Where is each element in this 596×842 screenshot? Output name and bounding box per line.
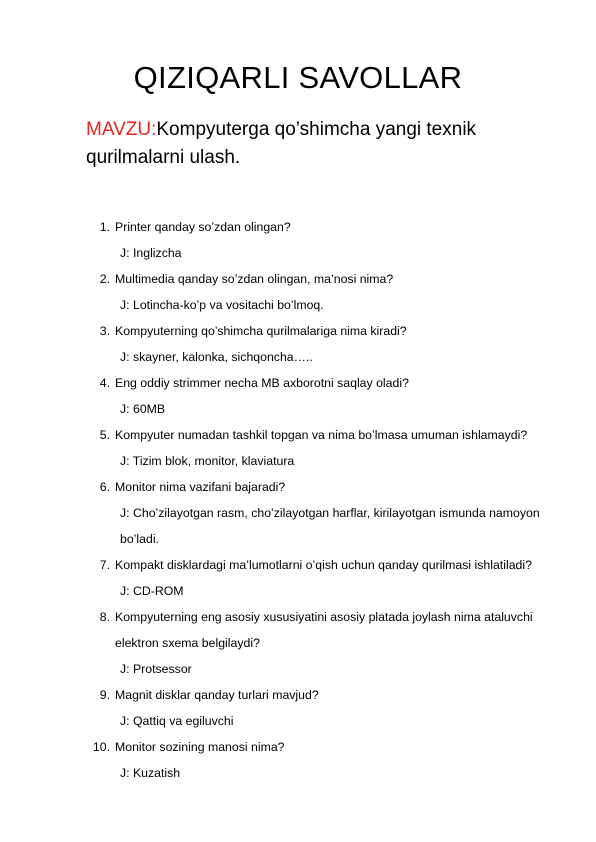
- question-text: Kompyuter numadan tashkil topgan va nima bo’lmasa umuman ishlamaydi?: [115, 428, 528, 442]
- question-row: [86, 370, 566, 396]
- topic-text: Kompyuterga qo’shimcha yangi texnik qurilmalarni ulash.: [86, 119, 477, 168]
- answer-text: J: Qattiq va egiluvchi: [120, 714, 234, 728]
- question-row: [86, 734, 566, 760]
- answer-text: J: Kuzatish: [120, 766, 181, 780]
- question-text: Multimedia qanday so’zdan olingan, ma’nosi nima?: [115, 272, 394, 286]
- question-row: [86, 422, 566, 448]
- question-number: 3.: [99, 324, 110, 338]
- question-row: [86, 266, 566, 292]
- question-row: [86, 318, 566, 344]
- question-item: [86, 682, 566, 734]
- answer-text: J: skayner, kalonka, sichqoncha…..: [120, 350, 313, 364]
- answer-text: J: Inglizcha: [120, 246, 182, 260]
- page-title: QIZIQARLI SAVOLLAR: [133, 60, 463, 95]
- question-number: 1.: [99, 220, 110, 234]
- question-item: [86, 318, 566, 370]
- question-item: [86, 474, 566, 552]
- question-number: 8.: [99, 610, 110, 624]
- question-item: [86, 422, 566, 474]
- question-text: Magnit disklar qanday turlari mavjud?: [115, 688, 319, 702]
- question-text: Eng oddiy strimmer necha MB axborotni saqlay oladi?: [115, 376, 409, 390]
- question-text: Kompyuterning qo’shimcha qurilmalariga nima kiradi?: [115, 324, 407, 338]
- question-number: 4.: [99, 376, 110, 390]
- question-number: 6.: [99, 480, 110, 494]
- question-row: [86, 682, 566, 708]
- topic-heading: [86, 116, 546, 172]
- question-text: Kompakt disklardagi ma’lumotlarni o’qish uchun qanday qurilmasi ishlatiladi?: [115, 558, 532, 572]
- question-number: 2.: [99, 272, 110, 286]
- question-row: [86, 552, 566, 578]
- answer-text: J: Cho’zilayotgan rasm, cho’zilayotgan harflar, kirilayotgan ismunda namoyon bo’ladi.: [120, 506, 540, 546]
- question-row: [86, 474, 566, 500]
- question-item: [86, 552, 566, 604]
- question-list: [86, 214, 566, 786]
- question-number: 5.: [99, 428, 110, 442]
- question-number: 7.: [99, 558, 110, 572]
- question-item: [86, 214, 566, 266]
- question-item: [86, 604, 566, 682]
- question-text: Kompyuterning eng asosiy xususiyatini asosiy platada joylash nima ataluvchi elektron sxema belgilaydi?: [115, 610, 533, 650]
- question-item: [86, 734, 566, 786]
- answer-text: J: CD-ROM: [120, 584, 184, 598]
- question-text: Monitor sozining manosi nima?: [115, 740, 285, 754]
- answer-text: J: Lotincha-ko’p va vositachi bo’lmoq.: [120, 298, 324, 312]
- question-text: Printer qanday so’zdan olingan?: [115, 220, 291, 234]
- answer-text: J: Protsessor: [120, 662, 192, 676]
- question-number: 9.: [99, 688, 110, 702]
- question-number: 10.: [92, 740, 110, 754]
- answer-text: J: Tizim blok, monitor, klaviatura: [120, 454, 295, 468]
- topic-label: MAVZU:: [86, 119, 157, 140]
- question-row: [86, 214, 566, 240]
- question-item: [86, 266, 566, 318]
- question-item: [86, 370, 566, 422]
- question-row: [86, 604, 566, 656]
- answer-text: J: 60MB: [120, 402, 166, 416]
- question-text: Monitor nima vazifani bajaradi?: [115, 480, 286, 494]
